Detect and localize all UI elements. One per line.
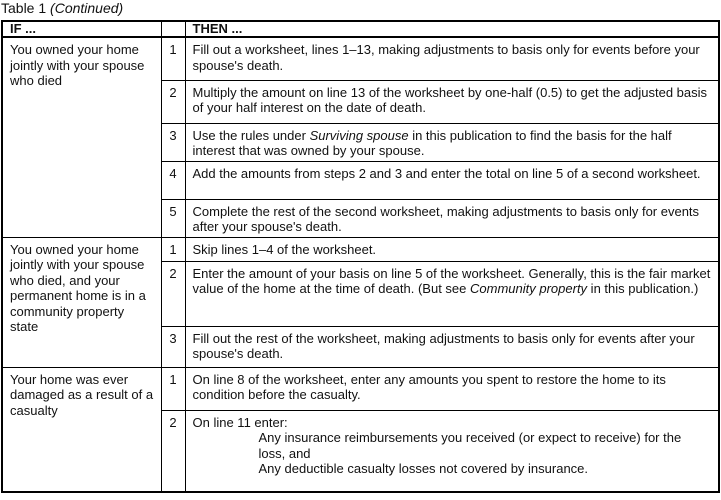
instruction-text: Enter the amount of your basis on line 5 of the worksheet. Generally, this is the fair market value of the home at the time of death. (But see bbox=[192, 265, 711, 297]
table-body bbox=[2, 37, 719, 492]
instruction-text: in this publication to find the basis for the half interest that was owned by your spouse. bbox=[192, 127, 672, 159]
instruction-text: Fill out the rest of the worksheet, making adjustments to basis only for events after your spouse's death. bbox=[192, 330, 695, 362]
step-number: 3 bbox=[161, 326, 185, 367]
table-title: Table 1 bbox=[1, 0, 47, 16]
header-then: THEN ... bbox=[185, 21, 719, 37]
table-caption bbox=[1, 0, 123, 17]
table-row bbox=[2, 37, 719, 80]
step-number: 1 bbox=[161, 37, 185, 80]
step-instruction bbox=[185, 161, 719, 199]
step-number: 2 bbox=[161, 410, 185, 492]
basis-adjustment-table bbox=[1, 20, 720, 493]
step-instruction bbox=[185, 80, 719, 123]
step-instruction bbox=[185, 237, 719, 261]
step-instruction bbox=[185, 199, 719, 237]
condition-cell: You owned your home jointly with your spouse who died, and your permanent home is in a community property state bbox=[2, 237, 161, 367]
header-if: IF ... bbox=[2, 21, 161, 37]
condition-cell: You owned your home jointly with your spouse who died bbox=[2, 37, 161, 237]
table-row bbox=[2, 237, 719, 261]
instruction-text: On line 8 of the worksheet, enter any amounts you spent to restore the home to its condition before the casualty. bbox=[192, 371, 666, 403]
step-instruction bbox=[185, 326, 719, 367]
step-number: 4 bbox=[161, 161, 185, 199]
cross-reference: Surviving spouse bbox=[309, 127, 409, 143]
instruction-text: in this publication.) bbox=[587, 281, 699, 297]
instruction-text: Complete the rest of the second worksheet, making adjustments to basis only for events after your spouse's death. bbox=[192, 203, 700, 235]
step-number: 1 bbox=[161, 237, 185, 261]
step-number: 2 bbox=[161, 261, 185, 326]
instruction-text: On line 11 enter: bbox=[192, 414, 288, 430]
condition-cell: Your home was ever damaged as a result of a casualty bbox=[2, 367, 161, 492]
instruction-text: Multiply the amount on line 13 of the worksheet by one-half (0.5) to get the adjusted basis of your half interest on the date of death. bbox=[192, 84, 708, 116]
header-row bbox=[2, 21, 719, 37]
step-number: 5 bbox=[161, 199, 185, 237]
table-row bbox=[2, 367, 719, 410]
step-instruction bbox=[185, 410, 719, 492]
step-number: 2 bbox=[161, 80, 185, 123]
step-instruction bbox=[185, 37, 719, 80]
step-instruction bbox=[185, 367, 719, 410]
header-num bbox=[161, 21, 185, 37]
instruction-text: Add the amounts from steps 2 and 3 and enter the total on line 5 of a second worksheet. bbox=[192, 165, 701, 181]
step-instruction bbox=[185, 123, 719, 161]
step-number: 1 bbox=[161, 367, 185, 410]
instruction-text: Skip lines 1–4 of the worksheet. bbox=[192, 241, 377, 257]
table-continued-note: (Continued) bbox=[50, 0, 124, 16]
instruction-text: Use the rules under bbox=[192, 127, 310, 143]
step-instruction bbox=[185, 261, 719, 326]
instruction-subitem: Any insurance reimbursements you received (or expect to receive) for the loss, and bbox=[258, 430, 682, 461]
step-number: 3 bbox=[161, 123, 185, 161]
instruction-subitem: Any deductible casualty losses not covered by insurance. bbox=[258, 461, 589, 477]
cross-reference: Community property bbox=[470, 281, 588, 297]
instruction-text: Fill out a worksheet, lines 1–13, making adjustments to basis only for events before your spouse's death. bbox=[192, 42, 700, 73]
